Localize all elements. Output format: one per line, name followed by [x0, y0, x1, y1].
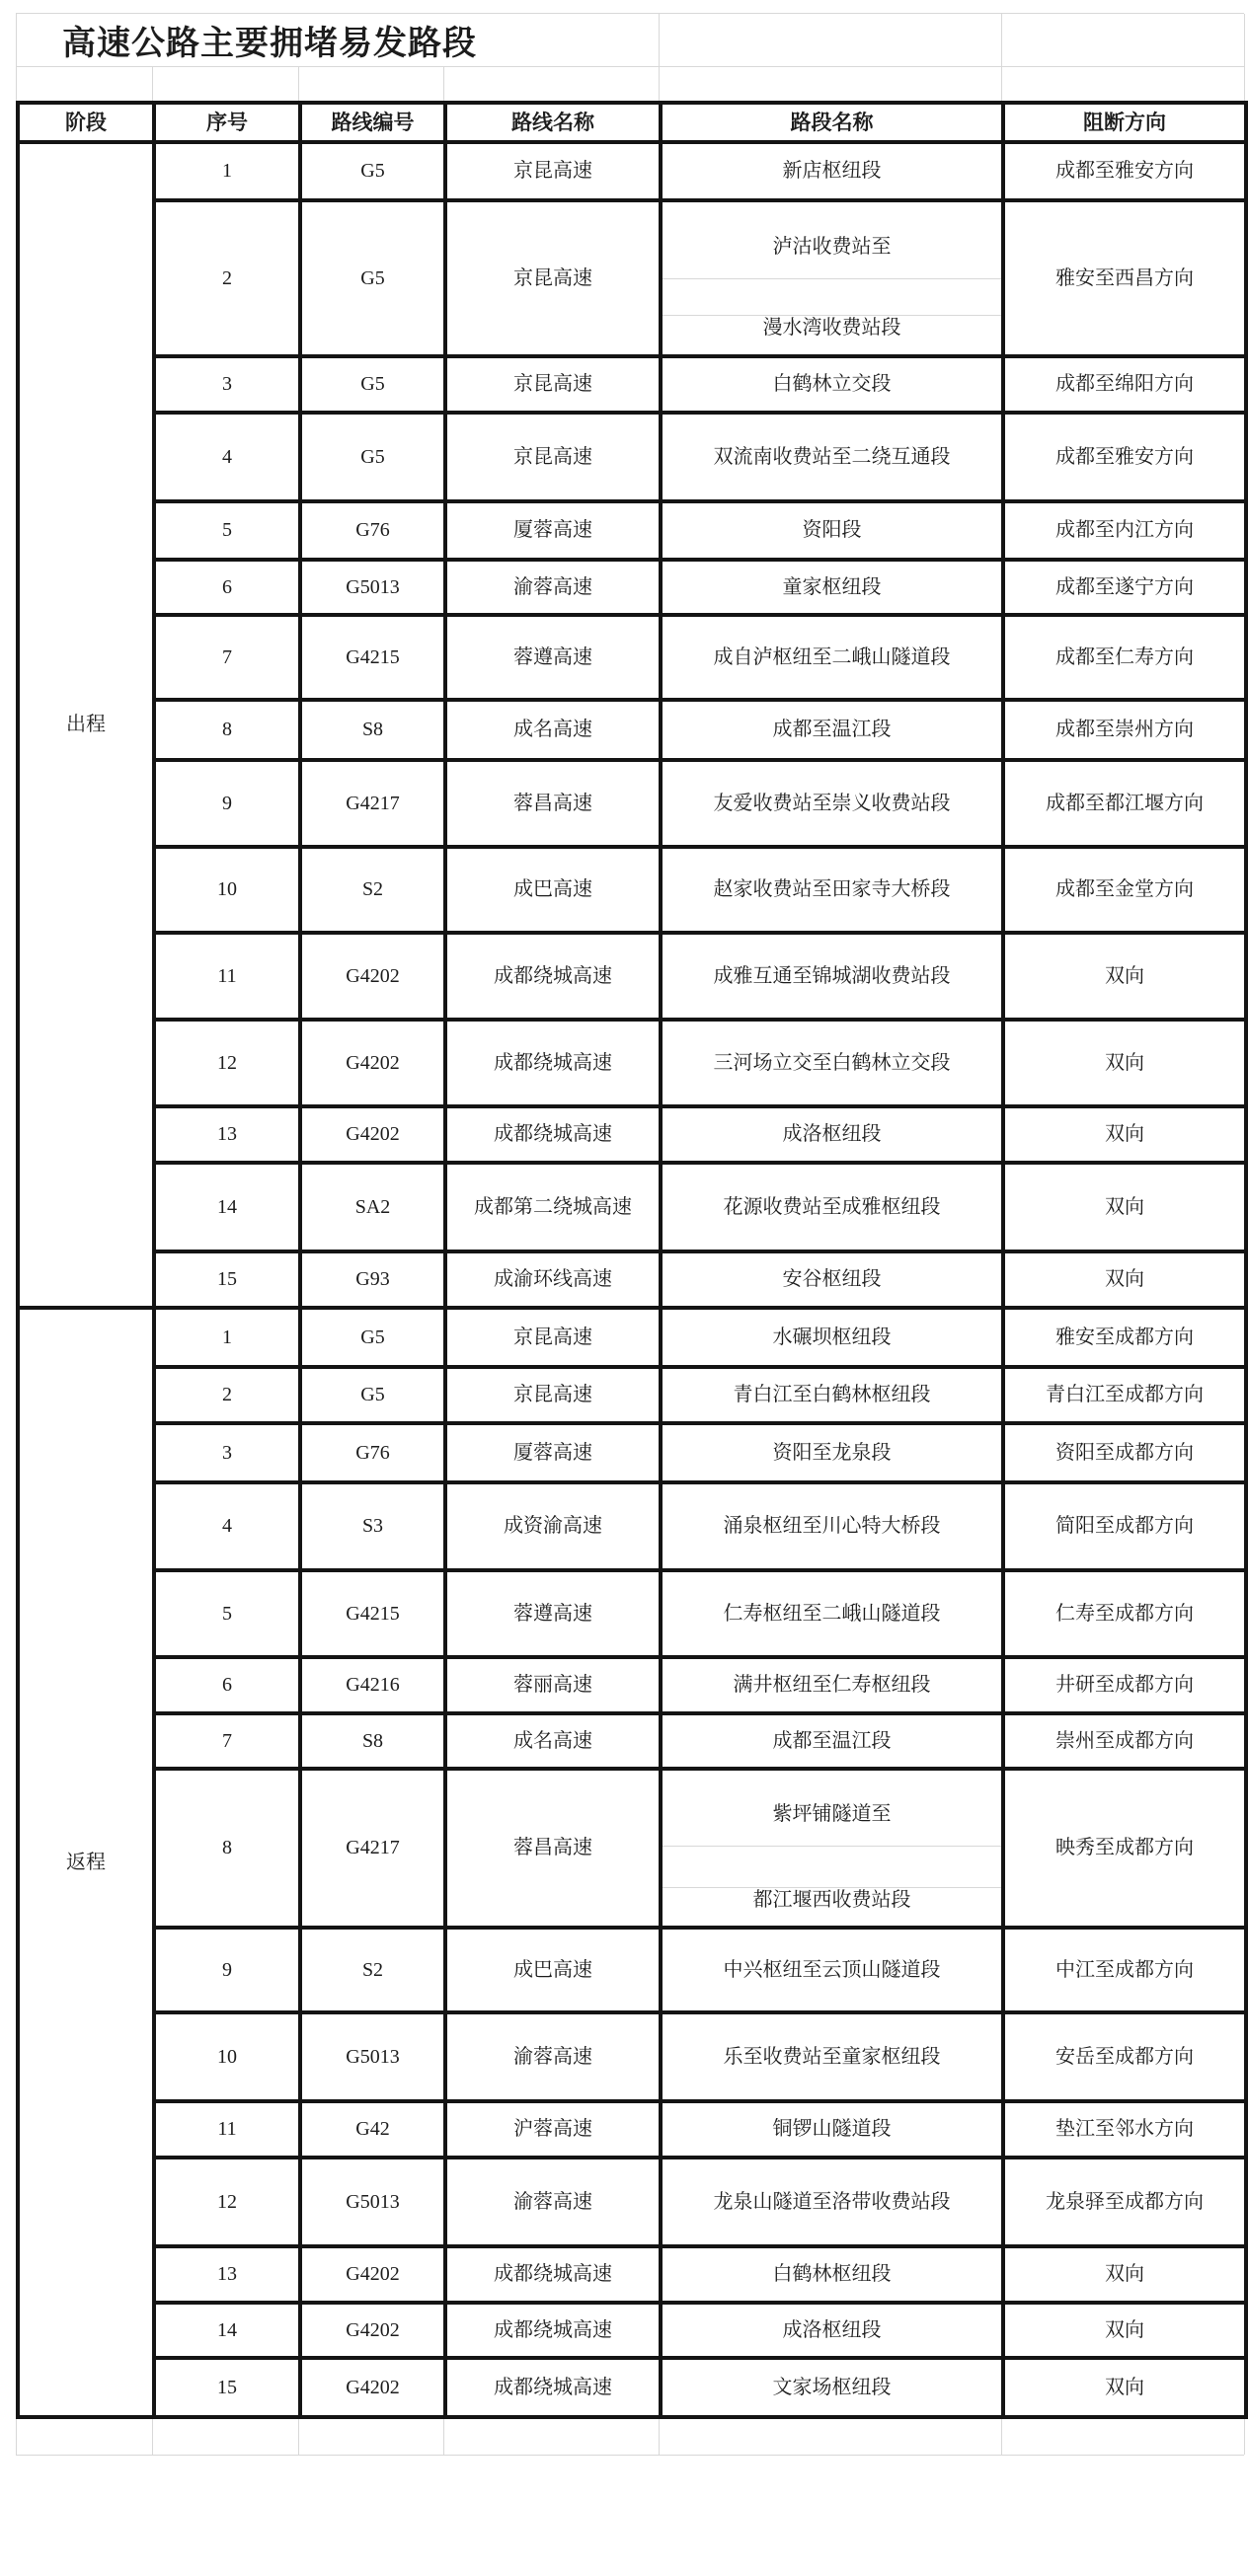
empty-cell [17, 67, 153, 101]
route-name-cell: 渝蓉高速 [445, 2158, 661, 2246]
section-name-cell: 水碾坝枢纽段 [661, 1308, 1003, 1367]
section-name-cell: 资阳至龙泉段 [661, 1423, 1003, 1482]
table-row [18, 2101, 1246, 2158]
row-number-cell: 6 [154, 1657, 300, 1713]
direction-cell: 龙泉驿至成都方向 [1003, 2158, 1246, 2246]
row-number-cell: 2 [154, 200, 300, 356]
table-row [18, 1163, 1246, 1251]
section-name-cell: 成雅互通至锦城湖收费站段 [661, 933, 1003, 1020]
direction-cell: 雅安至成都方向 [1003, 1308, 1246, 1367]
row-number-cell: 3 [154, 1423, 300, 1482]
route-name-cell: 成名高速 [445, 1713, 661, 1769]
section-sub-row: 漫水湾收费站段 [762, 316, 901, 339]
row-number-cell: 13 [154, 1106, 300, 1163]
direction-cell: 垫江至邻水方向 [1003, 2101, 1246, 2158]
section-name-cell [661, 1769, 1003, 1928]
row-number-cell: 14 [154, 2303, 300, 2358]
row-number-cell: 3 [154, 356, 300, 413]
route-code-cell: G5 [300, 200, 445, 356]
section-name-cell: 仁寿枢纽至二峨山隧道段 [661, 1570, 1003, 1657]
section-name-cell: 双流南收费站至二绕互通段 [661, 413, 1003, 501]
direction-cell: 成都至金堂方向 [1003, 847, 1246, 933]
direction-cell: 映秀至成都方向 [1003, 1769, 1246, 1928]
header-route-name: 路线名称 [445, 103, 661, 142]
empty-cell [153, 2419, 299, 2455]
route-code-cell: G4217 [300, 760, 445, 847]
direction-cell: 崇州至成都方向 [1003, 1713, 1246, 1769]
route-code-cell: G4202 [300, 933, 445, 1020]
header-stage: 阶段 [18, 103, 154, 142]
route-code-cell: G76 [300, 1423, 445, 1482]
route-name-cell: 成都绕城高速 [445, 2303, 661, 2358]
route-name-cell: 成都绕城高速 [445, 1106, 661, 1163]
section-sub-row: 都江堰西收费站段 [752, 1888, 911, 1911]
route-name-cell: 蓉遵高速 [445, 1570, 661, 1657]
route-code-cell: G4202 [300, 2303, 445, 2358]
direction-cell: 安岳至成都方向 [1003, 2012, 1246, 2101]
table-row [18, 2303, 1246, 2358]
row-number-cell: 9 [154, 760, 300, 847]
route-code-cell: G5 [300, 1308, 445, 1367]
page-title: 高速公路主要拥堵易发路段 [17, 14, 660, 67]
empty-cell [299, 67, 444, 101]
section-name-cell: 文家场枢纽段 [661, 2358, 1003, 2417]
row-number-cell: 8 [154, 1769, 300, 1928]
route-code-cell: G5013 [300, 560, 445, 615]
table-row [18, 200, 1246, 356]
table-body [18, 142, 1246, 2417]
direction-cell: 成都至雅安方向 [1003, 413, 1246, 501]
direction-cell: 成都至雅安方向 [1003, 142, 1246, 200]
route-code-cell: G42 [300, 2101, 445, 2158]
route-code-cell: G4202 [300, 1106, 445, 1163]
table-row [18, 501, 1246, 560]
header-direction: 阻断方向 [1003, 103, 1246, 142]
section-name-cell: 成洛枢纽段 [661, 1106, 1003, 1163]
route-name-cell: 成都绕城高速 [445, 2358, 661, 2417]
route-name-cell: 蓉昌高速 [445, 1769, 661, 1928]
row-number-cell: 12 [154, 1020, 300, 1106]
empty-cell [153, 67, 299, 101]
route-code-cell: G5013 [300, 2012, 445, 2101]
table-row [18, 142, 1246, 200]
section-name-cell: 成都至温江段 [661, 700, 1003, 760]
route-code-cell: G5013 [300, 2158, 445, 2246]
direction-cell: 双向 [1003, 933, 1246, 1020]
direction-cell: 双向 [1003, 2303, 1246, 2358]
route-code-cell: G4215 [300, 1570, 445, 1657]
direction-cell: 中江至成都方向 [1003, 1928, 1246, 2012]
route-code-cell: G5 [300, 413, 445, 501]
direction-cell: 成都至仁寿方向 [1003, 615, 1246, 700]
route-name-cell: 京昆高速 [445, 1367, 661, 1423]
route-name-cell: 成都绕城高速 [445, 933, 661, 1020]
row-number-cell: 15 [154, 2358, 300, 2417]
direction-cell: 成都至崇州方向 [1003, 700, 1246, 760]
section-name-cell [661, 200, 1003, 356]
section-name-cell: 友爱收费站至崇义收费站段 [661, 760, 1003, 847]
route-name-cell: 成资渝高速 [445, 1482, 661, 1570]
table-row [18, 1713, 1246, 1769]
row-number-cell: 4 [154, 1482, 300, 1570]
row-number-cell: 12 [154, 2158, 300, 2246]
route-code-cell: G5 [300, 142, 445, 200]
header-section-name: 路段名称 [661, 103, 1003, 142]
direction-cell: 双向 [1003, 2246, 1246, 2303]
empty-cell [660, 14, 1002, 67]
section-sub-row: 紫坪铺隧道至 [663, 1784, 1001, 1847]
section-name-cell: 三河场立交至白鹤林立交段 [661, 1020, 1003, 1106]
route-name-cell: 成名高速 [445, 700, 661, 760]
row-number-cell: 7 [154, 615, 300, 700]
route-name-cell: 京昆高速 [445, 413, 661, 501]
route-name-cell: 京昆高速 [445, 200, 661, 356]
route-code-cell: G4202 [300, 2246, 445, 2303]
route-code-cell: G4217 [300, 1769, 445, 1928]
route-name-cell: 厦蓉高速 [445, 501, 661, 560]
row-number-cell: 6 [154, 560, 300, 615]
route-name-cell: 成巴高速 [445, 847, 661, 933]
direction-cell: 成都至绵阳方向 [1003, 356, 1246, 413]
route-code-cell: G76 [300, 501, 445, 560]
route-name-cell: 京昆高速 [445, 142, 661, 200]
route-name-cell: 厦蓉高速 [445, 1423, 661, 1482]
row-number-cell: 1 [154, 1308, 300, 1367]
section-name-cell: 成都至温江段 [661, 1713, 1003, 1769]
table-row [18, 1308, 1246, 1367]
blank-row-bottom [16, 2419, 1244, 2456]
section-name-cell: 资阳段 [661, 501, 1003, 560]
empty-cell [1002, 67, 1245, 101]
stage-cell: 返程 [18, 1308, 154, 2417]
table-row [18, 847, 1246, 933]
row-number-cell: 9 [154, 1928, 300, 2012]
route-code-cell: S2 [300, 1928, 445, 2012]
table-row [18, 700, 1246, 760]
row-number-cell: 15 [154, 1251, 300, 1308]
route-name-cell: 蓉遵高速 [445, 615, 661, 700]
table-row [18, 1251, 1246, 1308]
row-number-cell: 5 [154, 501, 300, 560]
table-row [18, 560, 1246, 615]
title-row [16, 13, 1244, 67]
direction-cell: 成都至都江堰方向 [1003, 760, 1246, 847]
congestion-table [16, 101, 1248, 2419]
table-row [18, 1106, 1246, 1163]
row-number-cell: 1 [154, 142, 300, 200]
section-name-cell: 白鹤林立交段 [661, 356, 1003, 413]
blank-row-top [16, 67, 1244, 101]
section-name-cell: 龙泉山隧道至洛带收费站段 [661, 2158, 1003, 2246]
row-number-cell: 7 [154, 1713, 300, 1769]
section-name-cell: 花源收费站至成雅枢纽段 [661, 1163, 1003, 1251]
table-row [18, 760, 1246, 847]
route-name-cell: 京昆高速 [445, 1308, 661, 1367]
row-number-cell: 13 [154, 2246, 300, 2303]
route-code-cell: S8 [300, 700, 445, 760]
section-name-cell: 童家枢纽段 [661, 560, 1003, 615]
direction-cell: 双向 [1003, 2358, 1246, 2417]
row-number-cell: 11 [154, 2101, 300, 2158]
direction-cell: 成都至遂宁方向 [1003, 560, 1246, 615]
direction-cell: 双向 [1003, 1106, 1246, 1163]
route-name-cell: 蓉昌高速 [445, 760, 661, 847]
section-sub-row: 泸沽收费站至 [663, 217, 1001, 279]
direction-cell: 简阳至成都方向 [1003, 1482, 1246, 1570]
section-sub-row [663, 279, 1001, 316]
route-code-cell: G4215 [300, 615, 445, 700]
direction-cell: 雅安至西昌方向 [1003, 200, 1246, 356]
section-name-cell: 赵家收费站至田家寺大桥段 [661, 847, 1003, 933]
stage-cell: 出程 [18, 142, 154, 1308]
table-row [18, 1570, 1246, 1657]
direction-cell: 仁寿至成都方向 [1003, 1570, 1246, 1657]
direction-cell: 青白江至成都方向 [1003, 1367, 1246, 1423]
table-row [18, 1367, 1246, 1423]
row-number-cell: 11 [154, 933, 300, 1020]
direction-cell: 成都至内江方向 [1003, 501, 1246, 560]
empty-cell [444, 67, 660, 101]
route-name-cell: 京昆高速 [445, 356, 661, 413]
empty-cell [1002, 2419, 1245, 2455]
route-name-cell: 成都绕城高速 [445, 1020, 661, 1106]
route-code-cell: S3 [300, 1482, 445, 1570]
empty-cell [17, 2419, 153, 2455]
empty-cell [1002, 14, 1245, 67]
route-code-cell: G93 [300, 1251, 445, 1308]
section-name-cell: 铜锣山隧道段 [661, 2101, 1003, 2158]
empty-cell [660, 2419, 1002, 2455]
route-code-cell: SA2 [300, 1163, 445, 1251]
table-row [18, 1020, 1246, 1106]
direction-cell: 资阳至成都方向 [1003, 1423, 1246, 1482]
row-number-cell: 10 [154, 847, 300, 933]
route-name-cell: 渝蓉高速 [445, 560, 661, 615]
empty-cell [299, 2419, 444, 2455]
table-row [18, 615, 1246, 700]
section-name-cell: 白鹤林枢纽段 [661, 2246, 1003, 2303]
route-name-cell: 蓉丽高速 [445, 1657, 661, 1713]
section-name-cell: 成自泸枢纽至二峨山隧道段 [661, 615, 1003, 700]
route-code-cell: G4202 [300, 1020, 445, 1106]
direction-cell: 双向 [1003, 1020, 1246, 1106]
direction-cell: 井研至成都方向 [1003, 1657, 1246, 1713]
row-number-cell: 14 [154, 1163, 300, 1251]
route-name-cell: 成都绕城高速 [445, 2246, 661, 2303]
row-number-cell: 2 [154, 1367, 300, 1423]
route-name-cell: 沪蓉高速 [445, 2101, 661, 2158]
route-code-cell: S2 [300, 847, 445, 933]
direction-cell: 双向 [1003, 1163, 1246, 1251]
header-row [18, 103, 1246, 142]
table-row [18, 356, 1246, 413]
section-name-cell: 乐至收费站至童家枢纽段 [661, 2012, 1003, 2101]
empty-cell [660, 67, 1002, 101]
section-name-cell: 中兴枢纽至云顶山隧道段 [661, 1928, 1003, 2012]
table-row [18, 1657, 1246, 1713]
spreadsheet [16, 13, 1244, 2456]
row-number-cell: 4 [154, 413, 300, 501]
route-code-cell: G5 [300, 356, 445, 413]
section-name-cell: 涌泉枢纽至川心特大桥段 [661, 1482, 1003, 1570]
table-row [18, 1769, 1246, 1928]
table-row [18, 1423, 1246, 1482]
table-row [18, 413, 1246, 501]
section-name-cell: 满井枢纽至仁寿枢纽段 [661, 1657, 1003, 1713]
header-route-code: 路线编号 [300, 103, 445, 142]
section-name-cell: 青白江至白鹤林枢纽段 [661, 1367, 1003, 1423]
table-row [18, 1482, 1246, 1570]
section-name-cell: 成洛枢纽段 [661, 2303, 1003, 2358]
route-code-cell: G5 [300, 1367, 445, 1423]
table-row [18, 2012, 1246, 2101]
table-row [18, 933, 1246, 1020]
route-name-cell: 渝蓉高速 [445, 2012, 661, 2101]
route-code-cell: G4216 [300, 1657, 445, 1713]
direction-cell: 双向 [1003, 1251, 1246, 1308]
section-name-cell: 新店枢纽段 [661, 142, 1003, 200]
route-code-cell: S8 [300, 1713, 445, 1769]
table-row [18, 2158, 1246, 2246]
empty-cell [444, 2419, 660, 2455]
section-name-cell: 安谷枢纽段 [661, 1251, 1003, 1308]
table-row [18, 2358, 1246, 2417]
section-sub-row [663, 1847, 1001, 1888]
route-name-cell: 成渝环线高速 [445, 1251, 661, 1308]
route-name-cell: 成都第二绕城高速 [445, 1163, 661, 1251]
row-number-cell: 5 [154, 1570, 300, 1657]
row-number-cell: 8 [154, 700, 300, 760]
table-row [18, 2246, 1246, 2303]
route-name-cell: 成巴高速 [445, 1928, 661, 2012]
row-number-cell: 10 [154, 2012, 300, 2101]
route-code-cell: G4202 [300, 2358, 445, 2417]
header-serial-number: 序号 [154, 103, 300, 142]
table-header [18, 103, 1246, 142]
table-row [18, 1928, 1246, 2012]
